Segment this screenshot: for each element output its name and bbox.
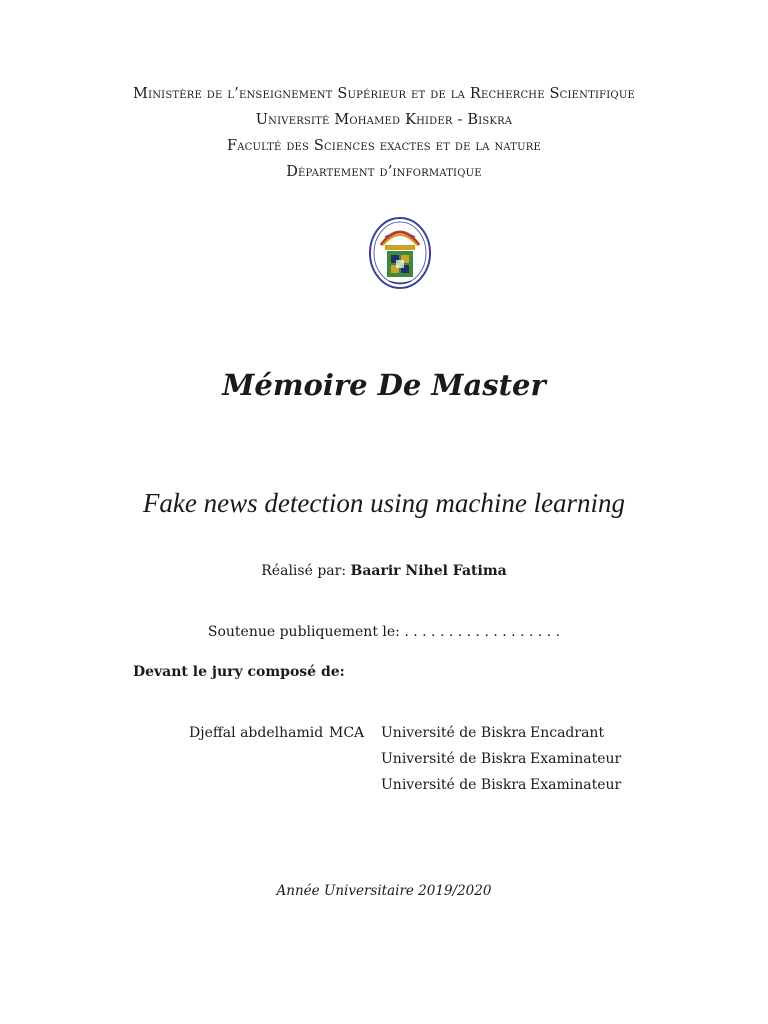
jury-member-university: Université de Biskra	[381, 777, 527, 793]
author-name: Baarir Nihel Fatima	[350, 563, 507, 579]
faculty-line: Faculté des Sciences exactes et de la nature	[226, 138, 542, 154]
jury-member-role: Encadrant	[530, 725, 605, 741]
defense-date: . . . . . . . . . . . . . . . . . .	[404, 624, 561, 640]
jury-member-university: Université de Biskra	[381, 751, 527, 767]
jury-member-role: Examinateur	[530, 777, 622, 793]
author-label: Réalisé par:	[261, 563, 347, 579]
jury-heading: Devant le jury composé de:	[133, 664, 345, 680]
ministry-line: Ministère de l’enseignement Supérieur et de la Recherche Scientifique	[133, 86, 635, 102]
jury-member-university: Université de Biskra	[381, 725, 527, 741]
academic-year: Année Universitaire 2019/2020	[276, 883, 492, 899]
jury-member-role: Examinateur	[530, 751, 622, 767]
jury-member-grade: MCA	[329, 725, 365, 741]
university-line: Université Mohamed Khider - Biskra	[255, 112, 513, 128]
thesis-title: Fake news detection using machine learning	[142, 488, 626, 518]
department-line: Département d’informatique	[286, 164, 482, 180]
memoire-title: Mémoire De Master	[222, 368, 546, 402]
author-line	[0, 563, 768, 579]
jury-member-name: Djeffal abdelhamid	[189, 725, 324, 741]
defense-line	[0, 624, 768, 640]
defense-label: Soutenue publiquement le:	[207, 624, 400, 640]
university-seal-icon	[367, 215, 433, 291]
